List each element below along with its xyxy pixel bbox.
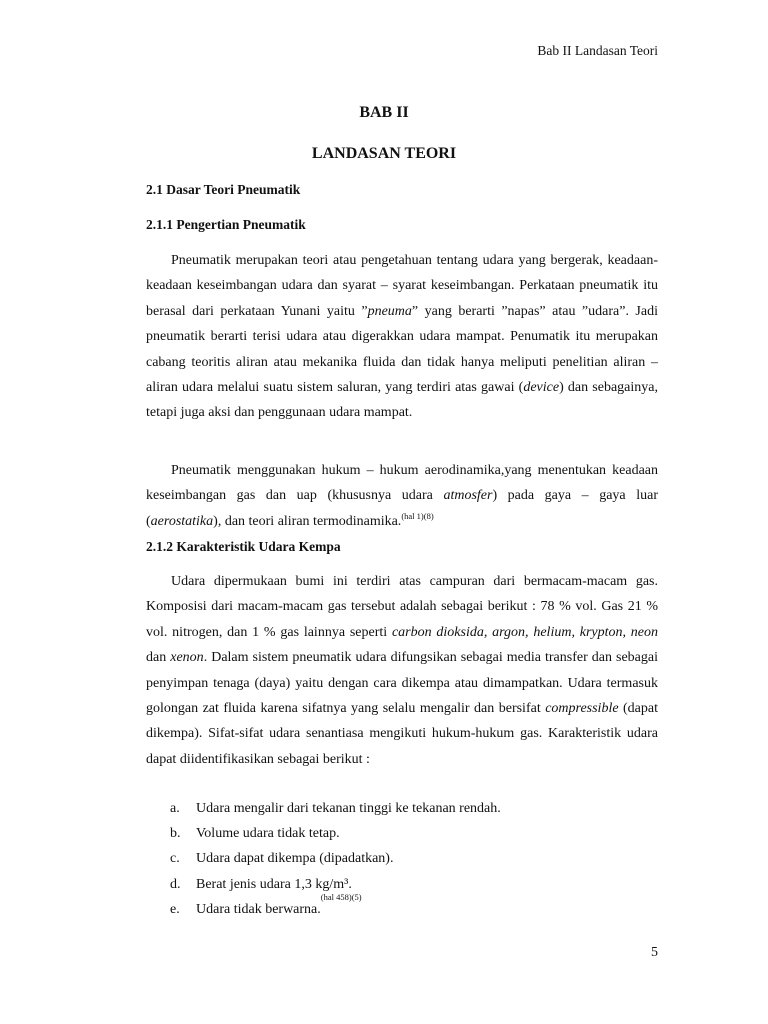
list-item: c. Udara dapat dikempa (dipadatkan).	[170, 851, 394, 867]
section-heading-2-1-2: 2.1.2 Karakteristik Udara Kempa	[146, 539, 341, 554]
paragraph-pengertian: Pneumatik merupakan teori atau pengetahuan tentang udara yang bergerak, keadaan-keadaan keseimbangan udara dan syarat – syarat keseimbangan. Perkataan pneumatik itu berasal dari perkataan Yunani yaitu ”pneuma” yang berarti ”napas” atau ”udara”. Jadi pneumatik berarti terisi udara atau digerakkan udara mampat. Penumatik itu merupakan cabang teoritis aliran atau mekanika fluida dan tidak hanya meliputi penelitian aliran – aliran udara melalui suatu sistem saluran, yang terdiri atas gawai (device) dan sebagainya, tetapi juga aksi dan penggunaan udara mampat.	[146, 253, 658, 421]
section-heading-2-1: 2.1 Dasar Teori Pneumatik	[146, 182, 301, 197]
chapter-title: LANDASAN TEORI	[311, 145, 457, 162]
characteristics-list	[146, 796, 658, 922]
section-heading-2-1-1: 2.1.1 Pengertian Pneumatik	[146, 217, 306, 232]
list-item: b. Volume udara tidak tetap.	[170, 826, 340, 842]
list-item: a. Udara mengalir dari tekanan tinggi ke tekanan rendah.	[170, 801, 501, 816]
paragraph-hukum-aerodinamika: Pneumatik menggunakan hukum – hukum aerodinamika,yang menentukan keadaan keseimbangan gas dan uap (khususnya udara atmosfer) pada gaya – gaya luar (aerostatika), dan teori aliran termodinamika.$^{(hal 1)(8)}$	[146, 463, 658, 529]
citation-superscript: (hal 1)(8)	[401, 510, 434, 521]
running-header: Bab II Landasan Teori	[537, 43, 658, 58]
list-item: e. Udara tidak berwarna. (hal 458)(5)	[146, 897, 658, 922]
list-item: d. Berat jenis udara 1,3 kg/m³.	[170, 876, 352, 892]
page-number: 5	[651, 945, 658, 960]
paragraph-karakteristik: Udara dipermukaan bumi ini terdiri atas campuran dari bermacam-macam gas. Komposisi dari macam-macam gas tersebut adalah sebagai berikut : 78 % vol. Gas 21 % vol. nitrogen, dan 1 % gas lainnya seperti carbon dioksida, argon, helium, krypton, neon dan xenon. Dalam sistem pneumatik udara difungsikan sebagai media transfer dan sebagai penyimpan tenaga (daya) yaitu dengan cara dikempa atau dimampatkan. Udara termasuk golongan zat fluida karena sifatnya yang selalu mengalir dan bersifat compressible (dapat dikempa). Sifat-sifat udara senantiasa mengikuti hukum-hukum gas. Karakteristik udara dapat diidentifikasikan sebagai berikut :	[146, 574, 659, 767]
citation-superscript: (hal 458)(5)	[320, 891, 362, 902]
chapter-number: BAB II	[359, 104, 409, 121]
